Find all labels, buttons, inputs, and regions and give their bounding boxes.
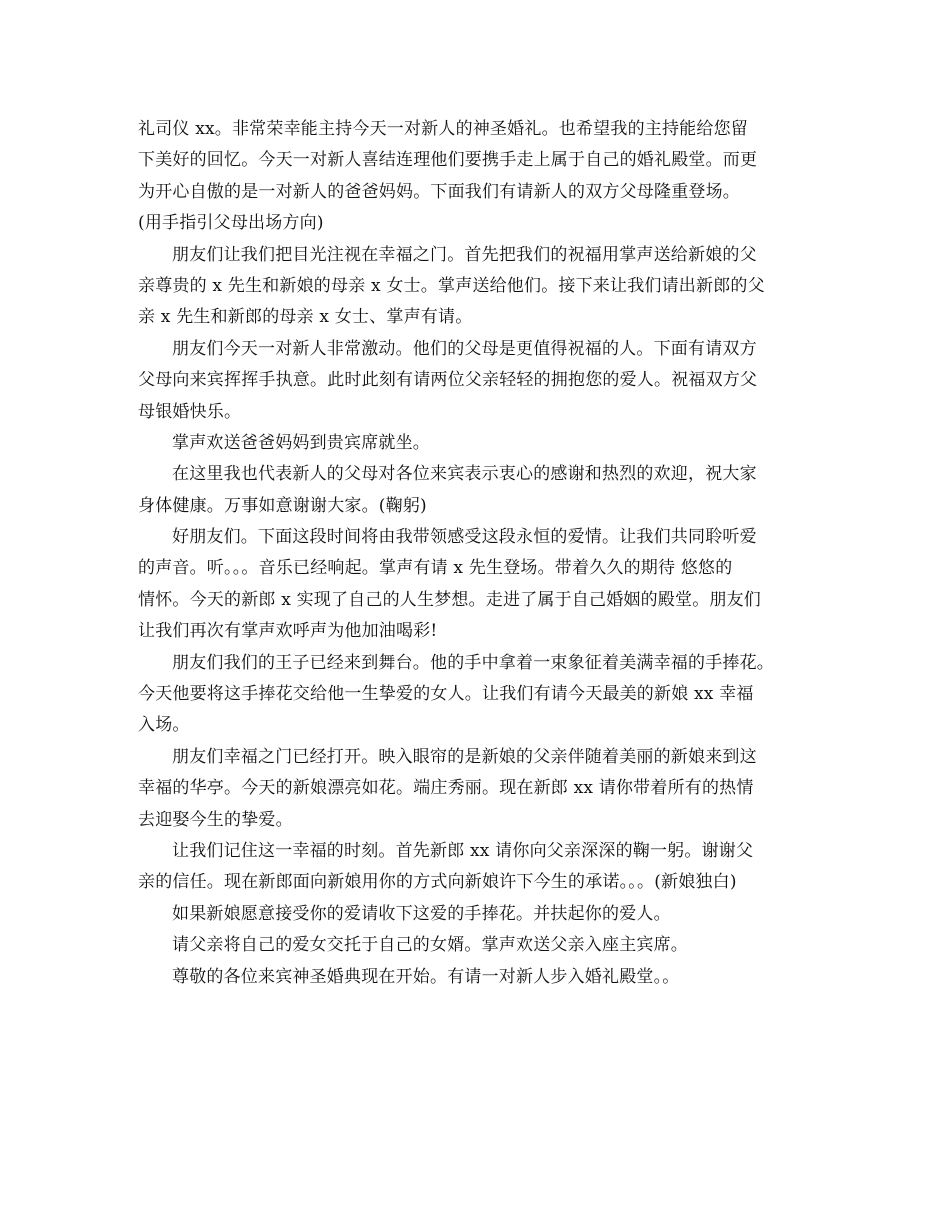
- text-line: 让我们再次有掌声欢呼声为他加油喝彩!: [138, 621, 438, 642]
- text-line: 在这里我也代表新人的父母对各位来宾表示衷心的感谢和热烈的欢迎，祝大家: [172, 464, 757, 485]
- text-line: 亲的信任。现在新郎面向新娘用你的方式向新娘许下今生的承诺。。。(新娘独白): [138, 872, 737, 893]
- text-line: 下美好的回忆。今天一对新人喜结连理他们要携手走上属于自己的婚礼殿堂。而更: [138, 150, 758, 171]
- text-line: 身体健康。万事如意谢谢大家。(鞠躬): [138, 495, 427, 516]
- text-line: 为开心自傲的是一对新人的爸爸妈妈。下面我们有请新人的双方父母隆重登场。: [138, 181, 740, 202]
- text-line: 请父亲将自己的爱女交托于自己的女婿。掌声欢送父亲入座主宾席。: [172, 935, 688, 956]
- text-line: 好朋友们。下面这段时间将由我带领感受这段永恒的爱情。让我们共同聆听爱: [172, 527, 757, 548]
- text-line: 朋友们让我们把目光注视在幸福之门。首先把我们的祝福用掌声送给新娘的父: [172, 244, 757, 265]
- text-line: 掌声欢送爸爸妈妈到贵宾席就坐。: [172, 432, 430, 453]
- text-line: 朋友们今天一对新人非常激动。他们的父母是更值得祝福的人。下面有请双方: [172, 338, 757, 359]
- document-body: [138, 114, 828, 993]
- text-line: 母银婚快乐。: [138, 401, 242, 422]
- text-line: 亲尊贵的 x 先生和新娘的母亲 x 女士。掌声送给他们。接下来让我们请出新郎的父: [138, 275, 765, 296]
- text-line: 的声音。听。。。音乐已经响起。掌声有请 x 先生登场。带着久久的期待 悠悠的: [138, 558, 733, 579]
- text-line: 礼司仪 xx。非常荣幸能主持今天一对新人的神圣婚礼。也希望我的主持能给您留: [138, 119, 748, 139]
- text-line: 父母向来宾挥挥手执意。此时此刻有请两位父亲轻轻的拥抱您的爱人。祝福双方父: [138, 370, 758, 391]
- text-line: 今天他要将这手捧花交给他一生挚爱的女人。让我们有请今天最美的新娘 xx 幸福: [138, 684, 754, 705]
- text-line: 朋友们幸福之门已经打开。映入眼帘的是新娘的父亲伴随着美丽的新娘来到这: [172, 746, 757, 767]
- text-line: 情怀。今天的新郎 x 实现了自己的人生梦想。走进了属于自己婚姻的殿堂。朋友们: [138, 589, 761, 610]
- text-line: 入场。: [138, 715, 190, 736]
- text-line: 去迎娶今生的挚爱。: [138, 809, 293, 830]
- text-line: 尊敬的各位来宾神圣婚典现在开始。有请一对新人步入婚礼殿堂。。: [172, 966, 680, 987]
- text-line: 朋友们我们的王子已经来到舞台。他的手中拿着一束象征着美满幸福的手捧花。: [172, 652, 774, 673]
- text-line: (用手指引父母出场方向): [138, 213, 324, 234]
- text-line: 让我们记住这一幸福的时刻。首先新郎 xx 请你向父亲深深的鞠一躬。谢谢父: [172, 840, 754, 861]
- text-line: 幸福的华亭。今天的新娘漂亮如花。端庄秀丽。现在新郎 xx 请你带着所有的热情: [138, 778, 754, 799]
- text-line: 亲 x 先生和新郎的母亲 x 女士、掌声有请。: [138, 307, 473, 328]
- text-line: 如果新娘愿意接受你的爱请收下这爱的手捧花。并扶起你的爱人。: [172, 903, 671, 924]
